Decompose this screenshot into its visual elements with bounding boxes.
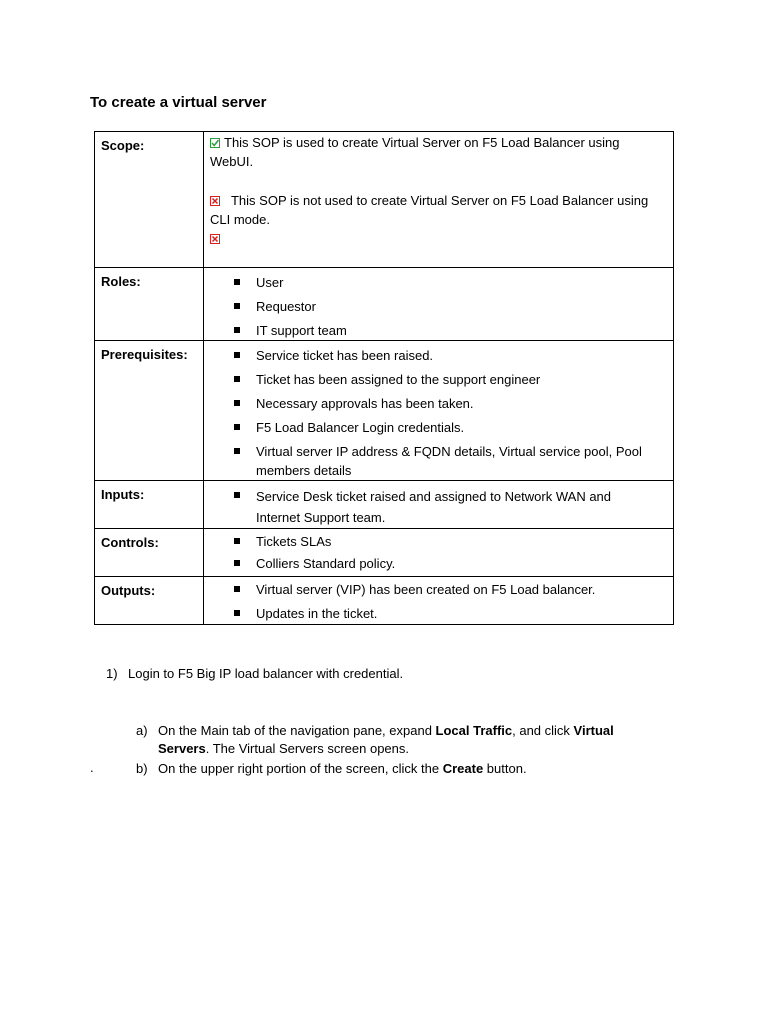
list-item: Service ticket has been raised. [210, 346, 667, 365]
outputs-label: Outputs: [95, 577, 204, 625]
table-row-outputs [95, 577, 674, 625]
square-bullet-icon [234, 424, 240, 430]
square-bullet-icon [234, 303, 240, 309]
scope-line-2a: This SOP is not used to create Virtual Server on F5 Load Balancer using [224, 193, 649, 208]
scope-label: Scope: [95, 132, 204, 268]
scope-line-2b: CLI mode. [210, 212, 270, 227]
list-item: Service Desk ticket raised and assigned to Network WAN and Internet Support team. [210, 486, 667, 528]
scope-line-1a: This SOP is used to create Virtual Server on F5 Load Balancer using [224, 135, 620, 150]
inputs-label: Inputs: [95, 481, 204, 529]
square-bullet-icon [234, 610, 240, 616]
controls-label: Controls: [95, 529, 204, 577]
checkbox-checked-icon [210, 138, 220, 148]
table-row-scope [95, 132, 674, 268]
table-row-prerequisites [95, 341, 674, 481]
list-item: IT support team [210, 321, 667, 340]
square-bullet-icon [234, 279, 240, 285]
square-bullet-icon [234, 400, 240, 406]
prerequisites-label: Prerequisites: [95, 341, 204, 481]
scope-line-1b: WebUI. [210, 154, 254, 169]
table-row-roles [95, 268, 674, 341]
list-item: Ticket has been assigned to the support engineer [210, 370, 667, 389]
square-bullet-icon [234, 492, 240, 498]
checkbox-cross-icon [210, 234, 220, 244]
list-item: Necessary approvals has been taken. [210, 394, 667, 413]
step-a: a) On the Main tab of the navigation pane, expand Local Traffic, and click Virtual Servers. The Virtual Servers screen opens. [136, 723, 614, 756]
square-bullet-icon [234, 538, 240, 544]
prerequisites-list [210, 346, 667, 480]
list-item: Tickets SLAs [210, 532, 667, 551]
controls-list [210, 532, 667, 573]
table-row-inputs [95, 481, 674, 529]
square-bullet-icon [234, 586, 240, 592]
square-bullet-icon [234, 352, 240, 358]
square-bullet-icon [234, 560, 240, 566]
scope-content [204, 132, 674, 268]
square-bullet-icon [234, 376, 240, 382]
list-item: Virtual server (VIP) has been created on F5 Load balancer. [210, 580, 667, 599]
step-1-marker: 1) [106, 666, 118, 681]
table-row-controls [95, 529, 674, 577]
list-item: Virtual server IP address & FQDN details, Virtual service pool, Pool members details [210, 442, 667, 480]
square-bullet-icon [234, 448, 240, 454]
step-b: b) On the upper right portion of the screen, click the Create button. [136, 761, 527, 776]
outputs-list [210, 580, 667, 623]
list-item: User [210, 273, 667, 292]
step-1-text: Login to F5 Big IP load balancer with credential. [128, 666, 404, 681]
list-item: F5 Load Balancer Login credentials. [210, 418, 667, 437]
step-1 [106, 665, 403, 683]
step-b-marker: b) [136, 761, 148, 776]
list-item: Requestor [210, 297, 667, 316]
stray-dot: . [90, 760, 94, 775]
list-item: Updates in the ticket. [210, 604, 667, 623]
roles-list [210, 273, 667, 340]
sop-table [94, 131, 674, 625]
step-a-marker: a) [136, 723, 148, 738]
inputs-list [210, 486, 667, 528]
square-bullet-icon [234, 327, 240, 333]
checkbox-cross-icon [210, 196, 220, 206]
list-item: Colliers Standard policy. [210, 554, 667, 573]
page-title: To create a virtual server [90, 94, 267, 111]
roles-label: Roles: [95, 268, 204, 341]
